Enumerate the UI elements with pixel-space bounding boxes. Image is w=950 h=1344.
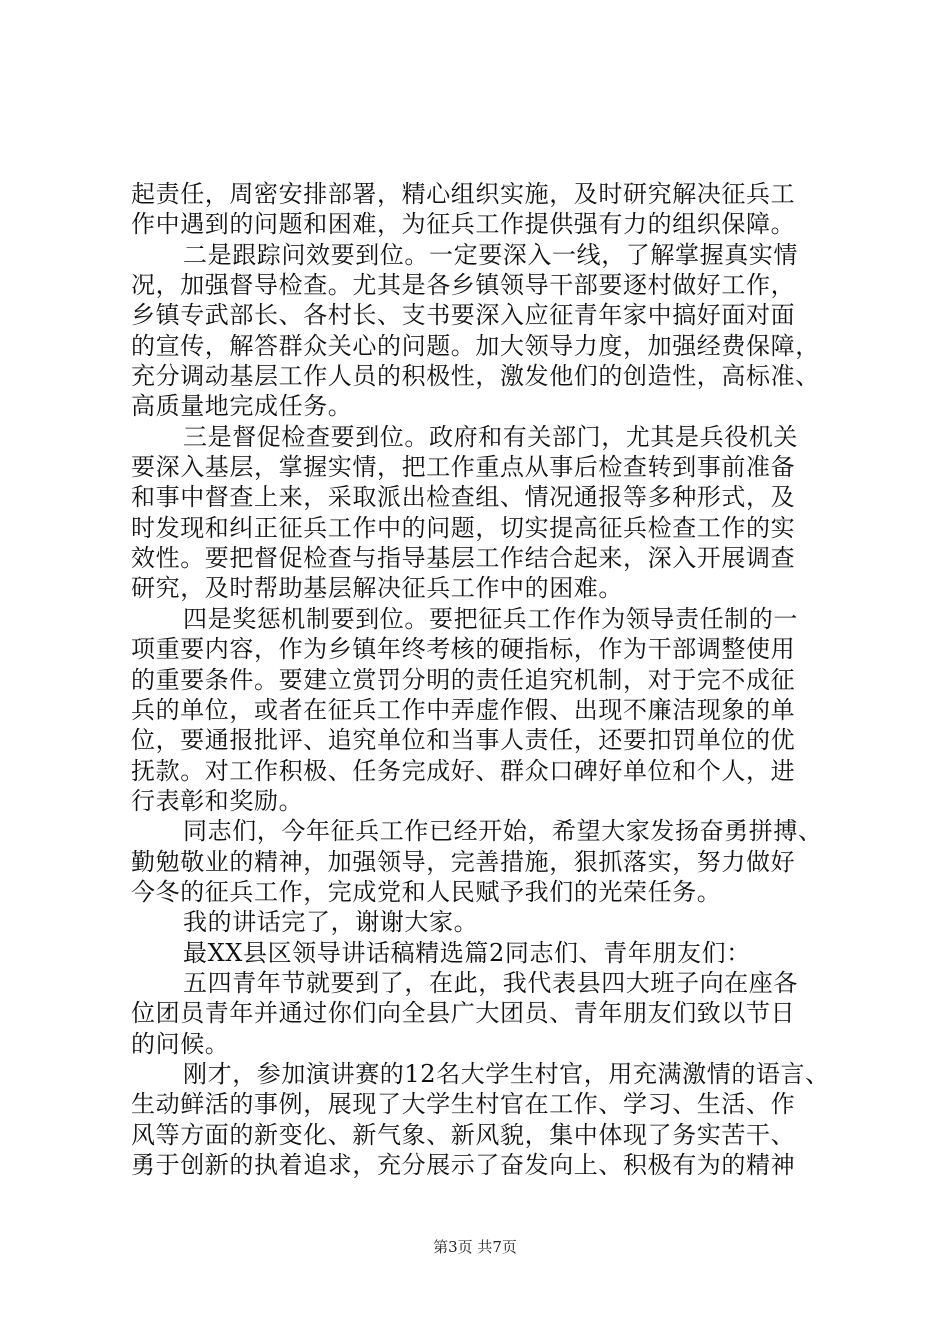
text-line: 充分调动基层工作人员的积极性，激发他们的创造性，高标准、 — [131, 362, 820, 391]
text-line: 高质量地完成任务。 — [131, 392, 353, 421]
text-line: 况，加强督导检查。尤其是各乡镇领导干部要逐村做好工作， — [131, 271, 796, 300]
text-line: 乡镇专武部长、各村长、支书要深入应征青年家中搞好面对面 — [131, 301, 796, 330]
text-line: 的重要条件。要建立赏罚分明的责任追究机制，对于完不成征 — [131, 665, 796, 694]
text-line: 起责任，周密安排部署，精心组织实施，及时研究解决征兵工 — [131, 180, 796, 208]
paragraph-start-line: 三是督促检查要到位。政府和有关部门，尤其是兵役机关 — [183, 422, 798, 451]
paragraph-start-line: 刚才，参加演讲赛的12名大学生村官，用充满激情的语言、 — [183, 1059, 830, 1088]
text-line: 时发现和纠正征兵工作中的问题，切实提高征兵检查工作的实 — [131, 513, 796, 542]
text-line: 风等方面的新变化、新气象、新风貌，集中体现了务实苦干、 — [131, 1120, 796, 1149]
paragraph-start-line: 同志们，今年征兵工作已经开始，希望大家发扬奋勇拼搏、 — [183, 817, 823, 846]
text-line: 要深入基层，掌握实情，把工作重点从事后检查转到事前准备 — [131, 453, 796, 482]
text-line: 勤勉敬业的精神，加强领导，完善措施，狠抓落实，努力做好 — [131, 847, 796, 876]
text-line: 行表彰和奖励。 — [131, 786, 304, 815]
text-line: 抚款。对工作积极、任务完成好、群众口碑好单位和个人，进 — [131, 756, 796, 785]
text-line: 和事中督查上来，采取派出检查组、情况通报等多种形式，及 — [131, 483, 796, 512]
text-line: 的宣传，解答群众关心的问题。加大领导力度，加强经费保障， — [131, 331, 820, 360]
section-heading-line: 最XX县区领导讲话稿精选篇2同志们、青年朋友们： — [183, 938, 751, 967]
paragraph-start-line: 我的讲话完了，谢谢大家。 — [183, 908, 479, 937]
text-line: 研究，及时帮助基层解决征兵工作中的困难。 — [131, 574, 623, 603]
text-line: 勇于创新的执着追求，充分展示了奋发向上、积极有为的精神 — [131, 1151, 796, 1179]
document-body — [131, 179, 831, 1180]
text-line: 项重要内容，作为乡镇年终考核的硬指标，作为干部调整使用 — [131, 635, 796, 664]
paragraph-start-line: 五四青年节就要到了，在此，我代表县四大班子向在座各 — [183, 968, 798, 997]
paragraph-start-line: 四是奖惩机制要到位。要把征兵工作作为领导责任制的一 — [183, 604, 798, 633]
text-line: 兵的单位，或者在征兵工作中弄虚作假、出现不廉洁现象的单 — [131, 695, 796, 724]
text-line: 位团员青年并通过你们向全县广大团员、青年朋友们致以节日 — [131, 999, 796, 1028]
text-line: 作中遇到的问题和困难，为征兵工作提供强有力的组织保障。 — [131, 210, 796, 239]
text-line: 今冬的征兵工作，完成党和人民赋予我们的光荣任务。 — [131, 877, 722, 906]
page-number-footer: 第3页 共7页 — [433, 1238, 517, 1256]
text-line: 效性。要把督促检查与指导基层工作结合起来，深入开展调查 — [131, 544, 796, 573]
text-line: 的问候。 — [131, 1029, 230, 1058]
text-line: 位，要通报批评、追究单位和当事人责任，还要扣罚单位的优 — [131, 726, 796, 755]
paragraph-start-line: 二是跟踪问效要到位。一定要深入一线，了解掌握真实情 — [183, 240, 798, 269]
text-line: 生动鲜活的事例，展现了大学生村官在工作、学习、生活、作 — [131, 1090, 796, 1119]
